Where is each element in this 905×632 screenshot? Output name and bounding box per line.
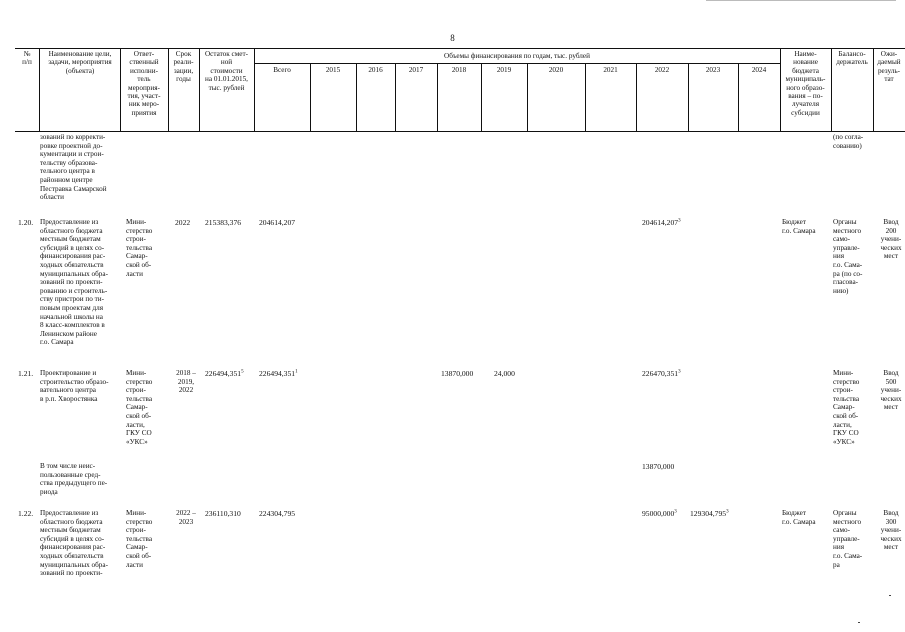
row-2018: 13870,000 — [441, 369, 474, 378]
row-2022: 95000,000$^3$ — [642, 509, 677, 518]
row-term: 2018 – 2019, 2022 — [176, 369, 196, 395]
row-number: 1.22. — [18, 509, 34, 518]
row-executor: Мини- стерство строи- тельства Самар- ской об- ласти — [126, 218, 153, 278]
header-year: 2018 — [451, 66, 467, 74]
header-year: 2023 — [705, 66, 721, 74]
header-year: 2017 — [408, 66, 424, 74]
row-2019: 24,000 — [494, 369, 515, 378]
row-holder: Мини- стерство строи- тельства Самар- ской об- ласти, ГКУ СО «УКС» — [833, 369, 860, 446]
table-header — [15, 48, 905, 132]
row-term: 2022 – 2023 — [176, 509, 196, 526]
header-volumes: Объемы финансирования по годам, тыс. рублей — [444, 52, 590, 60]
row-remaining: 215383,376 — [205, 218, 242, 227]
row-result: Ввод 300 учени- ческих мест — [880, 509, 902, 552]
header-executor: Ответ- ственный исполни- тель мероприя- тия, участ- ник меро- приятия — [127, 50, 161, 117]
row-number: 1.20. — [18, 218, 34, 227]
header-goal: Наименование цели, задачи, мероприятия (объекта) — [48, 50, 112, 75]
header-year: 2022 — [654, 66, 670, 74]
header-year: 2021 — [603, 66, 618, 74]
header-no: № п/п — [22, 50, 32, 67]
row-name: Проектирование и строительство образо- вательного центра в р.п. Хворостянка — [40, 369, 109, 403]
cont-holder: (по согла- сованию) — [833, 133, 864, 150]
row-holder: Органы местного само- управле- ния г.о. Сама- ра (по со- гласова- нию) — [833, 218, 863, 295]
header-holder: Балансо- держатель — [836, 50, 868, 67]
row-executor: Мини- стерство строи- тельства Самар- ской об- ласти, ГКУ СО «УКС» — [126, 369, 153, 446]
row-remaining: 236110,310 — [205, 509, 241, 518]
header-year: 2019 — [496, 66, 512, 74]
row-including-name: В том числе неис- пользованные сред- ства предыдущего пе- риода — [40, 462, 108, 496]
top-edge-line — [706, 0, 896, 1]
page-number: 8 — [450, 33, 455, 43]
header-year: 2015 — [325, 66, 341, 74]
header-year: 2020 — [548, 66, 564, 74]
row-holder: Органы местного само- управле- ния г.о. Сама- ра — [833, 509, 863, 569]
row-total: 224304,795 — [259, 509, 296, 518]
header-term: Срок реали- зации, годы — [173, 50, 194, 84]
row-recipient: Бюджет г.о. Самара — [782, 218, 816, 235]
row-name: Предоставление из областного бюджета местным бюджетам субсидий в целях со- финансирования рас- ходных обязательств муниципальных обра- зований по проекти- рованию и строитель- ству пристрои по ти- повым проектам для начальной школы на 8 класс-комплектов в Ленинском районе г.о. Самара — [40, 218, 108, 347]
row-term: 2022 — [175, 218, 191, 227]
row-result: Ввод 200 учени- ческих мест — [880, 218, 902, 261]
row-2022: 204614,207$^3$ — [642, 218, 681, 227]
row-2022: 226470,351$^3$ — [642, 369, 681, 378]
cont-name: зований по корректи- ровке проектной до- кументации и строи- тельству образова- тельного центра в районном центре Пестравка Самарской области — [40, 133, 107, 202]
header-year: 2024 — [751, 66, 767, 74]
row-number: 1.21. — [18, 369, 34, 378]
row-2023: 129304,795$^3$ — [690, 509, 729, 518]
header-result: Ожи- даемый резуль- тат — [877, 50, 901, 84]
row-remaining: 226494,351$^5$ — [205, 369, 244, 378]
row-result: Ввод 500 учени- ческих мест — [880, 369, 902, 412]
header-total: Всего — [273, 66, 291, 74]
header-remaining: Остаток смет- ной стоимости на 01.01.2015, тыс. рублей — [204, 50, 248, 92]
scan-speck — [858, 622, 860, 623]
header-recipient: Наиме- нование бюджета муниципаль- ного образо- вания – по- лучателя субсидии — [785, 50, 826, 117]
row-recipient: Бюджет г.о. Самара — [782, 509, 816, 526]
row-total: 204614,207 — [259, 218, 296, 227]
row-executor: Мини- стерство строи- тельства Самар- ской об- ласти — [126, 509, 153, 569]
row-name: Предоставление из областного бюджета местным бюджетам субсидий в целях со- финансирования рас- ходных обязательств муниципальных обра- зований по проекти- — [40, 509, 108, 578]
scan-speck — [889, 595, 891, 596]
header-year: 2016 — [368, 66, 383, 74]
row-total: 226494,351$^1$ — [259, 369, 298, 378]
row-including-2022: 13870,000 — [642, 462, 675, 471]
